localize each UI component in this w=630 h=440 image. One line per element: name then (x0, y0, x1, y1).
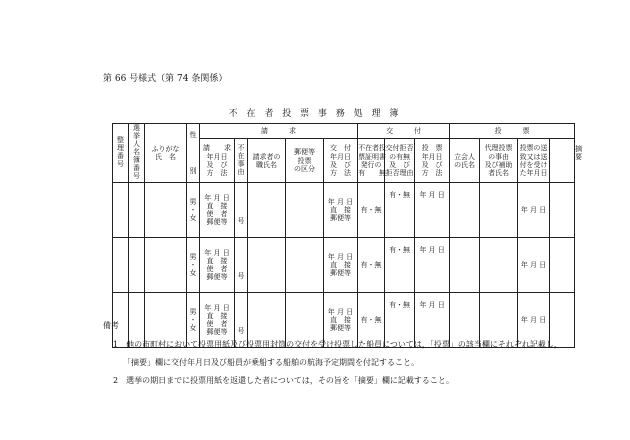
header-kofu: 交 付 (358, 124, 450, 139)
notes-heading: 備考 (103, 321, 119, 330)
cell-soukin: 年 月 日 (518, 293, 550, 348)
cell-gender: 男 ・ 女 (187, 183, 200, 238)
note-item-1: 1 他の市町村において投票用紙及び投票用封筒の交付を受け投票した船員については，「投票」の該当欄にそれぞれ記載し， (113, 340, 562, 349)
cell-kofu-date: 年 月 日 直 接 郵便等 (324, 183, 358, 238)
cell-dairi[interactable] (480, 183, 518, 238)
note-item-2: 2 選挙の期日までに投票用紙を返還した者については，その旨を「摘要」欄に記載すること。 (113, 376, 454, 385)
header-kofu-date: 交 付 年月日 及 び 方 法 (324, 139, 358, 183)
cell-tohyo-date: 年 月 日 (415, 183, 450, 238)
table-row (113, 183, 575, 238)
cell-kofu-kyohi: 有・無 (385, 183, 415, 238)
table-row (113, 238, 575, 293)
cell-seikyu-date: 年 月 日 直 接 使 者 郵便等 (200, 293, 235, 348)
cell-seikyu-date: 年 月 日 直 接 使 者 郵便等 (200, 238, 235, 293)
header-senkyo: 選挙人名簿番号 (129, 124, 145, 183)
header-seikyusha: 請求者の 職氏名 (248, 139, 286, 183)
notes-section (103, 322, 562, 395)
header-furigana: ふりがな (151, 144, 180, 153)
cell-tekiyo[interactable] (550, 183, 575, 238)
header-soukin: 投票の送 致又は送 付を受け た年月日 (518, 139, 550, 183)
cell-seikyusha[interactable] (248, 183, 286, 238)
cell-dairi[interactable] (480, 238, 518, 293)
header-kofu-kyohi: 交付拒否 の有無 及 び 拒否理由 (385, 139, 415, 183)
cell-kofu-date: 年 月 日 直 接 郵便等 (324, 238, 358, 293)
header-name (145, 124, 187, 183)
header-fuzai: 不在事由 (235, 139, 248, 183)
header-seikyu: 請 求 (200, 124, 358, 139)
header-seiri: 整理番号 (113, 124, 129, 183)
cell-yubin[interactable] (286, 183, 324, 238)
cell-fuzai-shomei: 有・無 (358, 183, 385, 238)
header-row-1: 整理番号 選挙人名簿番号 ふりがな 氏 名 性 別 請 求 交 付 投 票 摘要 (113, 124, 575, 139)
header-fuzai-shomei: 不在者投 票証明書 発行の 有 無 (358, 139, 385, 183)
cell-seikyu-date: 年 月 日 直 接 使 者 郵便等 (200, 183, 235, 238)
cell-kofu-kyohi: 有・無 (385, 293, 415, 348)
cell-gender: 男 ・ 女 (187, 293, 200, 348)
cell-fuzai-shomei: 有・無 (358, 293, 385, 348)
ledger-table (112, 123, 583, 348)
header-seikyu-date: 請 求 年月日 及 び 方 法 (200, 139, 235, 183)
cell-fuzai: 号 (235, 293, 248, 348)
cell-soukin: 年 月 日 (518, 238, 550, 293)
note-item-1-cont: 「摘要」欄に交付年月日及び船員が乗船する船舶の航海予定期間を付記すること。 (123, 358, 419, 367)
header-tohyo-date: 投 票 年月日 及 び 方 法 (415, 139, 450, 183)
document-title: 不 在 者 投 票 事 務 処 理 簿 (228, 109, 402, 119)
cell-fuzai: 号 (235, 183, 248, 238)
cell-tohyo-date: 年 月 日 (415, 293, 450, 348)
header-tohyo: 投 票 (450, 124, 575, 139)
cell-yubin[interactable] (286, 238, 324, 293)
cell-kofu-date: 年 月 日 直 接 郵便等 (324, 293, 358, 348)
header-gender: 性 別 (187, 124, 200, 183)
header-tachiainin: 立会人 の氏名 (450, 139, 480, 183)
cell-senkyo[interactable] (129, 238, 145, 293)
cell-gender: 男 ・ 女 (187, 238, 200, 293)
cell-seikyusha[interactable] (248, 238, 286, 293)
cell-kofu-kyohi: 有・無 (385, 238, 415, 293)
cell-seiri[interactable] (113, 238, 129, 293)
cell-tachiainin[interactable] (450, 238, 480, 293)
cell-seiri[interactable] (113, 183, 129, 238)
header-yubin: 郵便等 投票 の区分 (286, 139, 324, 183)
cell-tekiyo[interactable] (550, 238, 575, 293)
cell-name[interactable] (145, 238, 187, 293)
cell-name[interactable] (145, 183, 187, 238)
header-shimei: 氏 名 (155, 153, 176, 162)
cell-fuzai-shomei: 有・無 (358, 238, 385, 293)
cell-soukin: 年 月 日 (518, 183, 550, 238)
form-number: 第 66 号様式（第 74 条関係） (103, 74, 228, 84)
cell-senkyo[interactable] (129, 183, 145, 238)
cell-tohyo-date: 年 月 日 (415, 238, 450, 293)
cell-fuzai: 号 (235, 238, 248, 293)
header-dairi: 代理投票 の事由 及び補助 者氏名 (480, 139, 518, 183)
cell-tachiainin[interactable] (450, 183, 480, 238)
